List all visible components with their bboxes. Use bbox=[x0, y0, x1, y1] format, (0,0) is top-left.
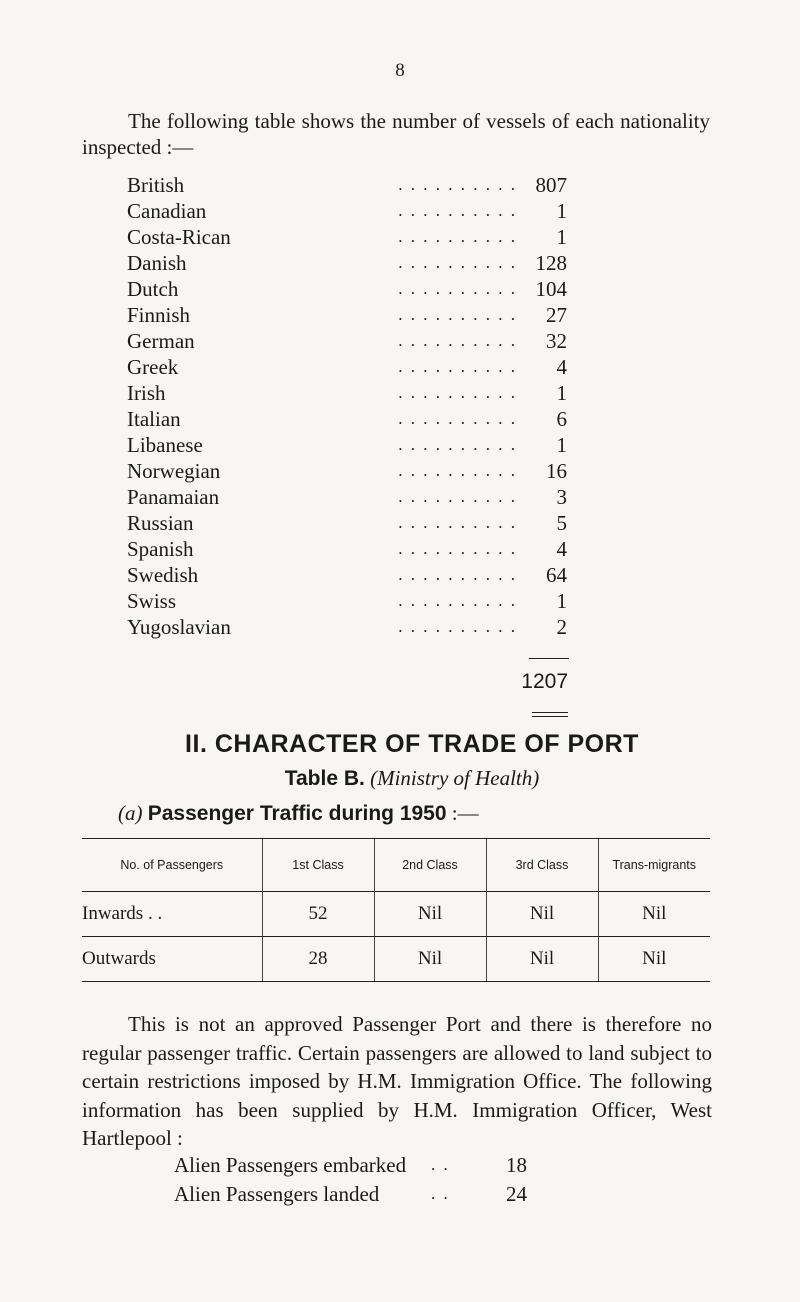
leader-dots: . . . . . . . . . . bbox=[398, 279, 517, 298]
vessel-count: 6 bbox=[556, 407, 567, 431]
table-label: Table B. bbox=[284, 767, 365, 790]
nationality-row bbox=[127, 536, 567, 562]
nationality-name: Russian bbox=[127, 511, 194, 535]
table-header-row bbox=[82, 839, 710, 892]
leader-dots: . . . . . . . . . . bbox=[398, 201, 517, 220]
vessel-count: 4 bbox=[556, 537, 567, 561]
nationality-row bbox=[127, 224, 567, 250]
leader-dots: . . . . . . . . . . bbox=[398, 435, 517, 454]
column-header: No. of Passengers bbox=[82, 839, 262, 892]
nationality-row bbox=[127, 328, 567, 354]
nationality-row bbox=[127, 588, 567, 614]
sub-heading bbox=[118, 801, 479, 826]
leader-dots: . . . . . . . . . . bbox=[398, 253, 517, 272]
leader-dots: . . . . . . . . . . bbox=[398, 617, 517, 636]
nationality-total: 1207 bbox=[521, 670, 568, 693]
leader-dots: . . . . . . . . . . bbox=[398, 591, 517, 610]
table-cell: Nil bbox=[374, 937, 486, 982]
alien-value: 24 bbox=[506, 1182, 527, 1206]
table-cell: Nil bbox=[374, 892, 486, 937]
nationality-row bbox=[127, 510, 567, 536]
nationality-name: Finnish bbox=[127, 303, 191, 327]
nationality-row bbox=[127, 432, 567, 458]
nationality-name: Spanish bbox=[127, 537, 194, 561]
table-title bbox=[82, 766, 742, 791]
vessel-count: 128 bbox=[535, 251, 567, 275]
alien-value: 18 bbox=[506, 1153, 527, 1177]
table-cell: 52 bbox=[262, 892, 374, 937]
nationality-row bbox=[127, 276, 567, 302]
nationality-row bbox=[127, 614, 567, 640]
nationality-row bbox=[127, 406, 567, 432]
leader-dots: . . . . . . . . . . bbox=[398, 487, 517, 506]
nationality-name: Italian bbox=[127, 407, 181, 431]
nationality-row bbox=[127, 302, 567, 328]
nationality-name: Greek bbox=[127, 355, 179, 379]
leader-dots: . . . . . . . . . . bbox=[398, 409, 517, 428]
body-text: This is not an approved Passenger Port and there is therefore no regular passenger traffic. Certain passengers are allowed to land subject to certain restrictions imposed by H.M. Immigration Office. The following information has been supplied by H.M. Immigration Officer, West Hartlepool : bbox=[82, 1012, 712, 1150]
sub-heading-text: Passenger Traffic during 1950 bbox=[147, 802, 447, 825]
nationality-row bbox=[127, 562, 567, 588]
vessel-count: 1 bbox=[556, 381, 567, 405]
double-rule bbox=[532, 712, 568, 717]
leader-dots: . . bbox=[431, 1184, 450, 1203]
vessel-count: 104 bbox=[535, 277, 567, 301]
leader-dots: . . bbox=[431, 1155, 450, 1174]
nationality-list bbox=[127, 172, 567, 640]
alien-embarked-row bbox=[174, 1151, 574, 1179]
column-header: 1st Class bbox=[262, 839, 374, 892]
nationality-name: Panamaian bbox=[127, 485, 220, 509]
nationality-name: German bbox=[127, 329, 195, 353]
leader-dots: . . . . . . . . . . bbox=[398, 461, 517, 480]
table-row bbox=[82, 937, 710, 982]
nationality-name: Swedish bbox=[127, 563, 199, 587]
column-header: 3rd Class bbox=[486, 839, 598, 892]
body-paragraph bbox=[82, 1010, 712, 1153]
intro-paragraph bbox=[82, 108, 710, 160]
leader-dots: . . . . . . . . . . bbox=[398, 513, 517, 532]
vessel-count: 27 bbox=[546, 303, 567, 327]
nationality-name: Yugoslavian bbox=[127, 615, 231, 639]
nationality-name: Dutch bbox=[127, 277, 179, 301]
leader-dots: . . . . . . . . . . bbox=[398, 357, 517, 376]
vessel-count: 64 bbox=[546, 563, 567, 587]
leader-dots: . . . . . . . . . . bbox=[398, 565, 517, 584]
nationality-row bbox=[127, 250, 567, 276]
nationality-row bbox=[127, 354, 567, 380]
leader-dots: . . . . . . . . . . bbox=[398, 227, 517, 246]
section-heading: II. CHARACTER OF TRADE OF PORT bbox=[185, 730, 639, 758]
alien-landed-row bbox=[174, 1180, 574, 1208]
vessel-count: 1 bbox=[556, 589, 567, 613]
nationality-row bbox=[127, 380, 567, 406]
vessel-count: 5 bbox=[556, 511, 567, 535]
nationality-name: British bbox=[127, 173, 185, 197]
vessel-count: 32 bbox=[546, 329, 567, 353]
nationality-name: Danish bbox=[127, 251, 187, 275]
row-label: Outwards bbox=[82, 937, 262, 982]
nationality-row bbox=[127, 172, 567, 198]
vessel-count: 1 bbox=[556, 199, 567, 223]
nationality-name: Irish bbox=[127, 381, 166, 405]
vessel-count: 2 bbox=[556, 615, 567, 639]
nationality-row bbox=[127, 484, 567, 510]
leader-dots: . . . . . . . . . . bbox=[398, 383, 517, 402]
nationality-name: Canadian bbox=[127, 199, 207, 223]
nationality-row bbox=[127, 198, 567, 224]
leader-dots: . . . . . . . . . . bbox=[398, 305, 517, 324]
table-cell: Nil bbox=[486, 937, 598, 982]
passenger-traffic-table bbox=[82, 838, 710, 982]
table-row bbox=[82, 892, 710, 937]
nationality-name: Libanese bbox=[127, 433, 203, 457]
page-number: 8 bbox=[395, 60, 405, 81]
intro-text: The following table shows the number of vessels of each nationality inspected :— bbox=[82, 109, 710, 159]
alien-label: Alien Passengers landed bbox=[174, 1182, 380, 1206]
vessel-count: 807 bbox=[535, 173, 567, 197]
row-label: Inwards . . bbox=[82, 892, 262, 937]
column-header: 2nd Class bbox=[374, 839, 486, 892]
table-cell: Nil bbox=[598, 892, 710, 937]
nationality-row bbox=[127, 458, 567, 484]
leader-dots: . . . . . . . . . . bbox=[398, 331, 517, 350]
leader-dots: . . . . . . . . . . bbox=[398, 175, 517, 194]
nationality-name: Costa-Rican bbox=[127, 225, 231, 249]
vessel-count: 16 bbox=[546, 459, 567, 483]
sub-heading-marker: (a) bbox=[118, 801, 143, 825]
sub-heading-suffix: :— bbox=[451, 801, 479, 825]
vessel-count: 1 bbox=[556, 225, 567, 249]
table-cell: Nil bbox=[486, 892, 598, 937]
leader-dots: . . . . . . . . . . bbox=[398, 539, 517, 558]
sum-rule bbox=[529, 658, 569, 659]
table-source: (Ministry of Health) bbox=[370, 766, 540, 790]
vessel-count: 1 bbox=[556, 433, 567, 457]
nationality-name: Norwegian bbox=[127, 459, 221, 483]
vessel-count: 3 bbox=[556, 485, 567, 509]
vessel-count: 4 bbox=[556, 355, 567, 379]
column-header: Trans-migrants bbox=[598, 839, 710, 892]
table-cell: 28 bbox=[262, 937, 374, 982]
table-cell: Nil bbox=[598, 937, 710, 982]
nationality-name: Swiss bbox=[127, 589, 177, 613]
alien-label: Alien Passengers embarked bbox=[174, 1153, 407, 1177]
